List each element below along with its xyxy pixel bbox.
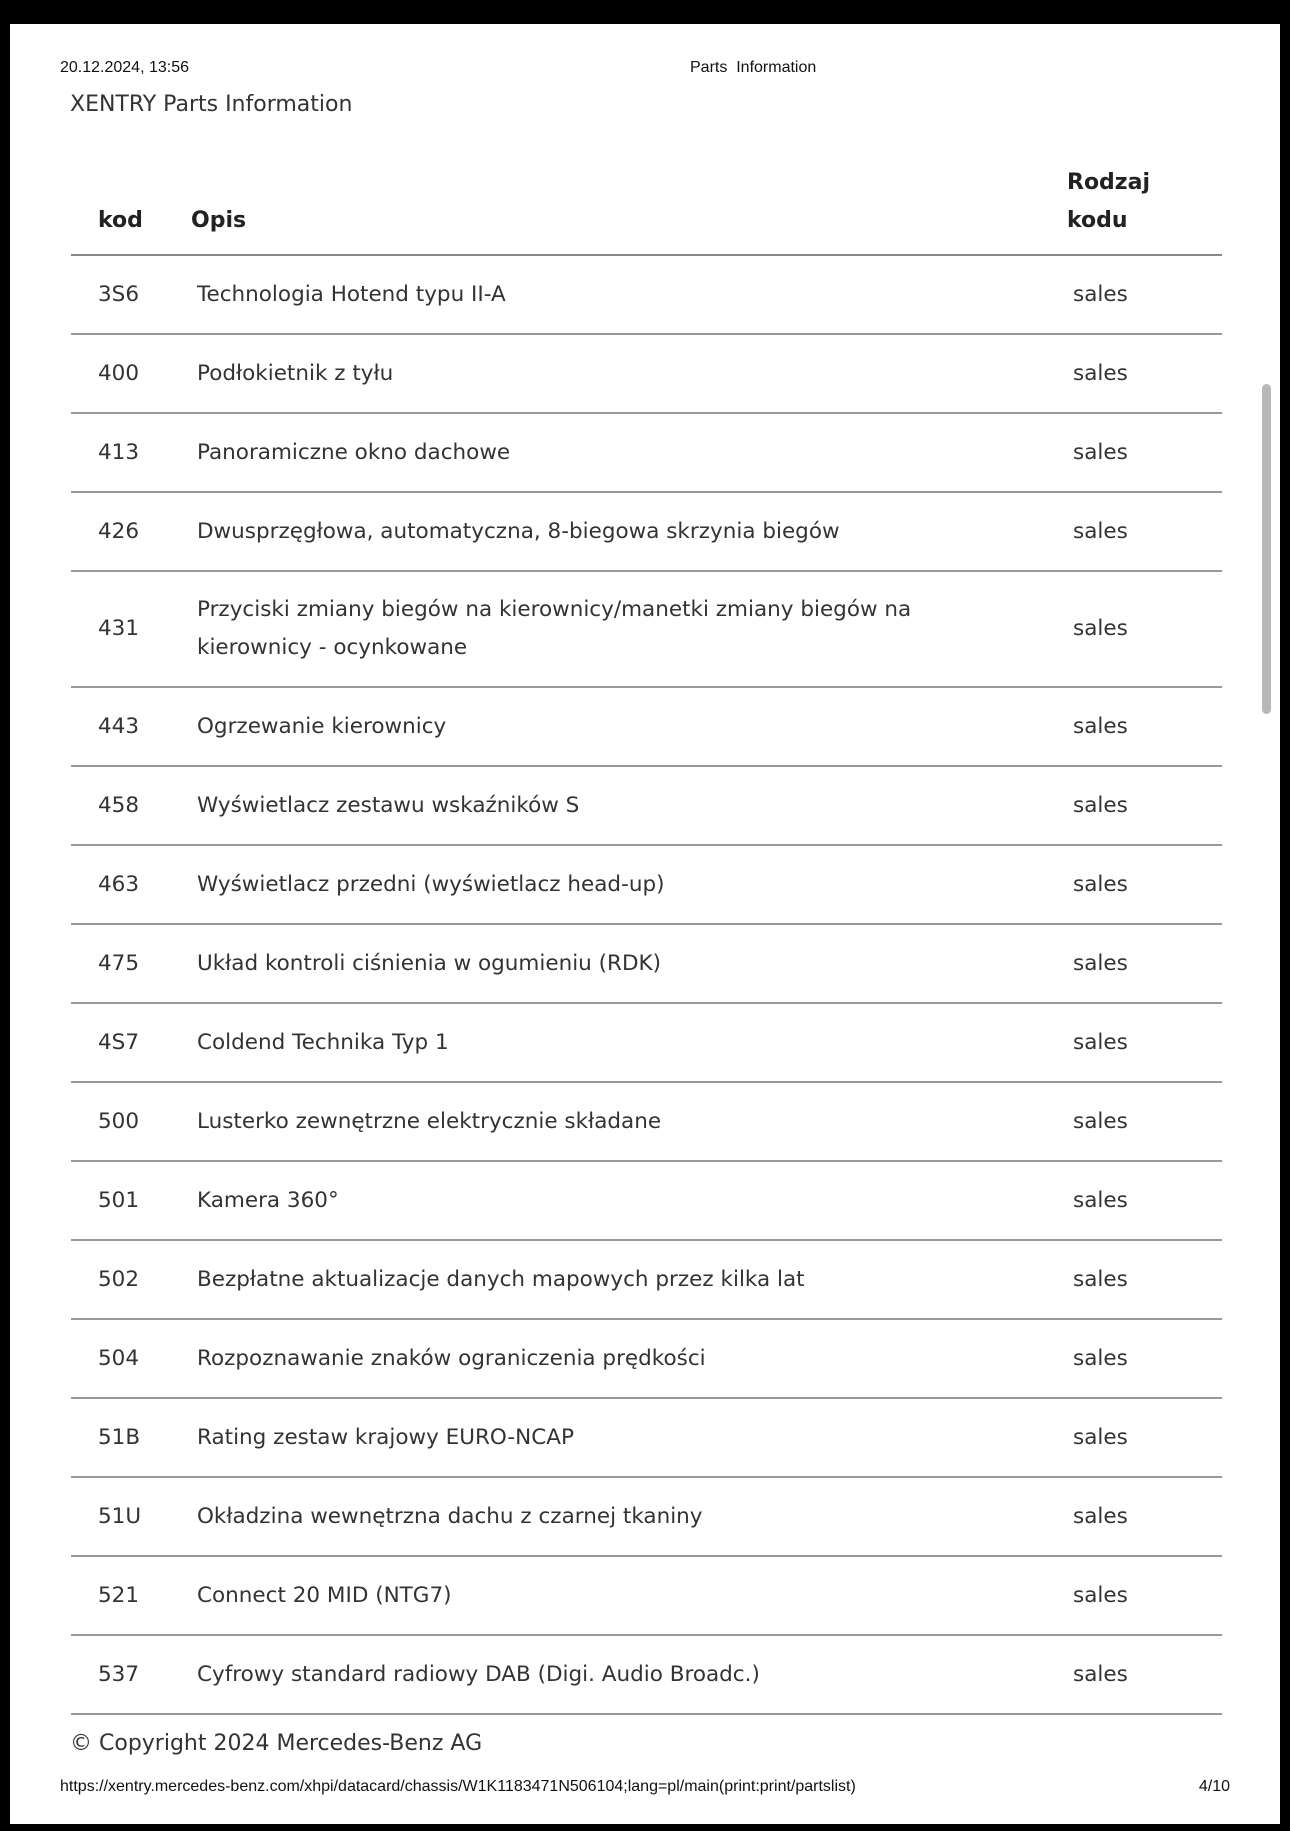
cell-opis: Układ kontroli ciśnienia w ogumieniu (RDK): [191, 924, 1067, 1003]
cell-kod: 537: [71, 1635, 191, 1714]
print-footer: [60, 1778, 1230, 1800]
cell-kod: 463: [71, 845, 191, 924]
table-row: [71, 1003, 1222, 1082]
cell-opis: Bezpłatne aktualizacje danych mapowych przez kilka lat: [191, 1240, 1067, 1319]
cell-kod: 501: [71, 1161, 191, 1240]
table-row: [71, 845, 1222, 924]
cell-rodzaj: sales: [1067, 766, 1222, 845]
cell-kod: 51U: [71, 1477, 191, 1556]
table-row: [71, 1319, 1222, 1398]
cell-opis: Coldend Technika Typ 1: [191, 1003, 1067, 1082]
cell-kod: 521: [71, 1556, 191, 1635]
cell-kod: 3S6: [71, 255, 191, 334]
table-row: [71, 255, 1222, 334]
cell-opis: Podłokietnik z tyłu: [191, 334, 1067, 413]
cell-rodzaj: sales: [1067, 1635, 1222, 1714]
parts-table: [71, 164, 1222, 1715]
column-header-rodzaj-kodu: [1067, 164, 1222, 255]
cell-rodzaj: sales: [1067, 1240, 1222, 1319]
cell-opis: Dwusprzęgłowa, automatyczna, 8-biegowa skrzynia biegów: [191, 492, 1067, 571]
cell-opis: Wyświetlacz przedni (wyświetlacz head-up): [191, 845, 1067, 924]
rodzaj-label: Rodzaj: [1067, 170, 1150, 195]
cell-rodzaj: sales: [1067, 1477, 1222, 1556]
table-row: [71, 1240, 1222, 1319]
cell-rodzaj: sales: [1067, 924, 1222, 1003]
cell-opis: Ogrzewanie kierownicy: [191, 687, 1067, 766]
cell-kod: 475: [71, 924, 191, 1003]
page-url: https://xentry.mercedes-benz.com/xhpi/datacard/chassis/W1K1183471N506104;lang=pl/main(print:print/partslist): [60, 1778, 856, 1795]
print-date: 20.12.2024, 13:56: [60, 59, 190, 76]
copyright-notice: © Copyright 2024 Mercedes-Benz AG: [70, 1731, 483, 1756]
cell-rodzaj: sales: [1067, 1003, 1222, 1082]
table-row: [71, 1398, 1222, 1477]
print-header: [60, 59, 1220, 83]
table-row: [71, 571, 1222, 687]
table-row: [71, 1082, 1222, 1161]
cell-opis: Rozpoznawanie znaków ograniczenia prędkości: [191, 1319, 1067, 1398]
table-row: [71, 492, 1222, 571]
cell-opis: Connect 20 MID (NTG7): [191, 1556, 1067, 1635]
cell-opis: Cyfrowy standard radiowy DAB (Digi. Audio Broadc.): [191, 1635, 1067, 1714]
cell-opis: Kamera 360°: [191, 1161, 1067, 1240]
cell-kod: 458: [71, 766, 191, 845]
cell-rodzaj: sales: [1067, 687, 1222, 766]
cell-kod: 426: [71, 492, 191, 571]
table-row: [71, 1635, 1222, 1714]
kodu-label: kodu: [1067, 208, 1128, 233]
cell-kod: 431: [71, 571, 191, 687]
table-row: [71, 1161, 1222, 1240]
cell-rodzaj: sales: [1067, 845, 1222, 924]
cell-rodzaj: sales: [1067, 334, 1222, 413]
cell-rodzaj: sales: [1067, 1161, 1222, 1240]
cell-kod: 4S7: [71, 1003, 191, 1082]
table-row: [71, 413, 1222, 492]
cell-opis: Panoramiczne okno dachowe: [191, 413, 1067, 492]
table-row: [71, 334, 1222, 413]
cell-rodzaj: sales: [1067, 1556, 1222, 1635]
page-number: 4/10: [1198, 1778, 1230, 1795]
vertical-scrollbar-thumb[interactable]: [1262, 384, 1271, 714]
table-row: [71, 1556, 1222, 1635]
app-title: XENTRY Parts Information: [70, 92, 353, 117]
cell-rodzaj: sales: [1067, 1319, 1222, 1398]
table-row: [71, 766, 1222, 845]
table-row: [71, 924, 1222, 1003]
printed-page: [10, 24, 1280, 1824]
cell-opis: Technologia Hotend typu II-A: [191, 255, 1067, 334]
cell-rodzaj: sales: [1067, 492, 1222, 571]
cell-opis: Lusterko zewnętrzne elektrycznie składane: [191, 1082, 1067, 1161]
cell-kod: 413: [71, 413, 191, 492]
cell-kod: 400: [71, 334, 191, 413]
print-header-title: Parts Information: [690, 59, 817, 76]
cell-kod: 504: [71, 1319, 191, 1398]
cell-kod: 502: [71, 1240, 191, 1319]
cell-opis: Przyciski zmiany biegów na kierownicy/manetki zmiany biegów na kierownicy - ocynkowane: [191, 571, 1067, 687]
cell-rodzaj: sales: [1067, 1082, 1222, 1161]
cell-opis: Okładzina wewnętrzna dachu z czarnej tkaniny: [191, 1477, 1067, 1556]
cell-kod: 443: [71, 687, 191, 766]
table-header-row: [71, 164, 1222, 255]
cell-kod: 51B: [71, 1398, 191, 1477]
cell-rodzaj: sales: [1067, 1398, 1222, 1477]
cell-opis: Wyświetlacz zestawu wskaźników S: [191, 766, 1067, 845]
cell-rodzaj: sales: [1067, 255, 1222, 334]
cell-opis: Rating zestaw krajowy EURO-NCAP: [191, 1398, 1067, 1477]
table-row: [71, 1477, 1222, 1556]
cell-kod: 500: [71, 1082, 191, 1161]
cell-rodzaj: sales: [1067, 413, 1222, 492]
column-header-opis: Opis: [191, 164, 1067, 255]
table-row: [71, 687, 1222, 766]
column-header-kod: kod: [71, 164, 191, 255]
cell-rodzaj: sales: [1067, 571, 1222, 687]
